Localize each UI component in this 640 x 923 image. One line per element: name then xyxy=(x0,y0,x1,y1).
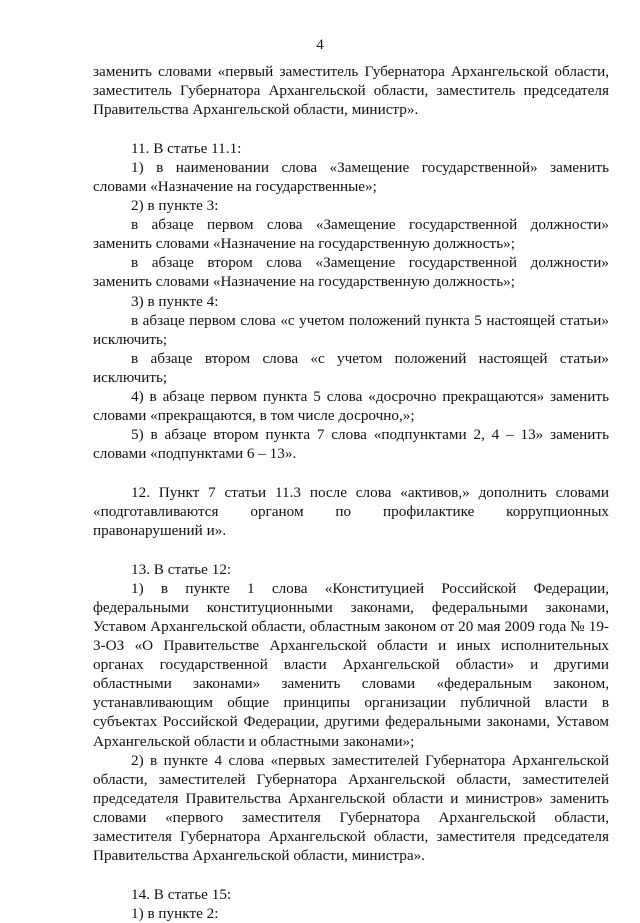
document-paragraph: 13. В статье 12: xyxy=(131,560,232,578)
document-paragraph: 11. В статье 11.1: xyxy=(131,139,242,157)
paragraph-gap xyxy=(93,865,609,885)
document-paragraph: 2) в пункте 4 слова «первых заместителей Губернатора Архангельской области, заместителей Губернатора Архангельской области, заместителей председателя Правительства Архангельской области и министров» заменить словами «первого заместителя Губернатора Архангельской области, заместителя Губернатора Архангельской области, заместителя председателя Правительства Архангельской области, министра». xyxy=(93,751,609,865)
document-paragraph: 12. Пункт 7 статьи 11.3 после слова «активов,» дополнить словами «подготавливаются органом по профилактике коррупционных правонарушений и». xyxy=(93,483,609,540)
document-paragraph: 1) в пункте 1 слова «Конституцией Российской Федерации, федеральными конституционными законами, федеральными законами, Уставом Архангельской области, областным законом от 20 мая 2009 года № 19-3-ОЗ «О Правительстве Архангельской области и иных исполнительных органах государственной власти Архангельской области» и другими областными законами» заменить словами «федеральным законом, устанавливающим общие принципы организации публичной власти в субъектах Российской Федерации, другими федеральными законами, Уставом Архангельской области и областными законами»; xyxy=(93,579,609,750)
document-paragraph: заменить словами «первый заместитель Губернатора Архангельской области, заместитель Губернатора Архангельской области, заместитель председателя Правительства Архангельской области, министр». xyxy=(93,63,609,119)
paragraph-gap xyxy=(93,540,609,560)
document-paragraph: 5) в абзаце втором пункта 7 слова «подпунктами 2, 4 – 13» заменить словами «подпунктами 6 – 13». xyxy=(93,426,609,463)
page-number: 4 xyxy=(316,37,324,53)
document-paragraph: в абзаце втором слова «Замещение государственной должности» заменить словами «Назначение на государственную должность»; xyxy=(93,254,609,291)
document-paragraph: 3) в пункте 4: xyxy=(131,292,219,310)
paragraph-gap xyxy=(93,463,609,483)
document-paragraph: 1) в наименовании слова «Замещение государственной» заменить словами «Назначение на государственные»; xyxy=(93,158,609,195)
paragraph-gap xyxy=(93,119,609,139)
document-paragraph: 1) в пункте 2: xyxy=(131,904,219,922)
document-body xyxy=(93,62,609,923)
document-paragraph: 4) в абзаце первом пункта 5 слова «досрочно прекращаются» заменить словами «прекращаются, в том числе досрочно,»; xyxy=(93,388,609,425)
document-paragraph: 2) в пункте 3: xyxy=(131,197,219,215)
document-paragraph: в абзаце первом слова «Замещение государственной должности» заменить словами «Назначение на государственную должность»; xyxy=(93,216,609,253)
document-paragraph: 14. В статье 15: xyxy=(131,885,232,903)
document-paragraph: в абзаце первом слова «с учетом положений пункта 5 настоящей статьи» исключить; xyxy=(93,311,609,348)
document-paragraph: в абзаце втором слова «с учетом положений настоящей статьи» исключить; xyxy=(93,349,609,386)
